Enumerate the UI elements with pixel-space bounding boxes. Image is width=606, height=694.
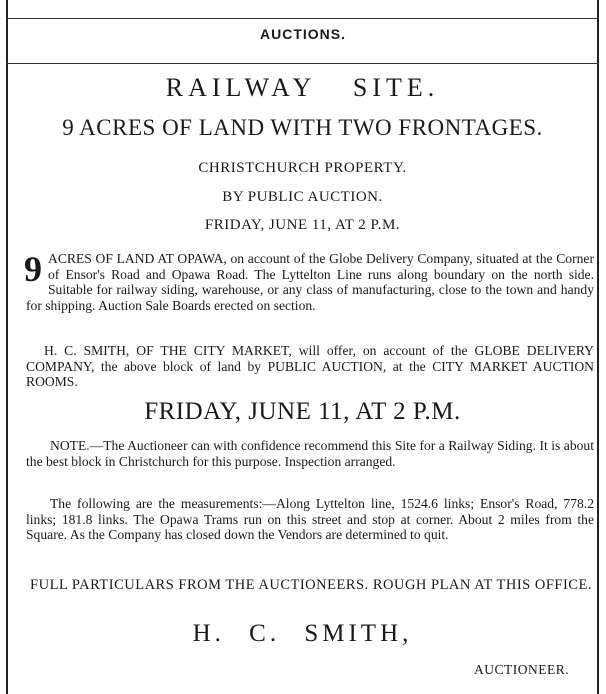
left-border-rule	[6, 0, 8, 694]
auctioneer-name: H. C. SMITH,	[192, 620, 413, 647]
top-rule	[6, 18, 599, 19]
auctioneer-label: AUCTIONEER.	[474, 662, 570, 677]
auction-date-heading: FRIDAY, JUNE 11, AT 2 P.M.	[144, 398, 461, 425]
header-rule	[6, 63, 599, 64]
full-particulars: FULL PARTICULARS FROM THE AUCTIONEERS. ROUGH PLAN AT THIS OFFICE.	[30, 577, 592, 593]
right-border-rule	[597, 0, 599, 694]
drop-cap: 9	[24, 249, 42, 289]
paragraph-note: NOTE.—The Auctioneer can with confidence recommend this Site for a Railway Siding. It is about the best block in Christchurch for this purpose. Inspection arranged.	[26, 438, 594, 469]
section-header: AUCTIONS.	[260, 26, 346, 42]
subtitle-auction: BY PUBLIC AUCTION.	[222, 189, 383, 205]
paragraph-auction-notice: H. C. SMITH, OF THE CITY MARKET, will offer, on account of the GLOBE DELIVERY COMPANY, the above block of land by PUBLIC AUCTION, at the CITY MARKET AUCTION ROOMS.	[26, 343, 594, 390]
paragraph-description	[26, 251, 594, 313]
paragraph-description-text: ACRES OF LAND AT OPAWA, on account of the Globe Delivery Company, situated at the Corner of Ensor's Road and Opawa Road. The Lyttelton Line runs along boundary on the north side. Suitable for railway siding, warehouse, or any class of manufacturing, close to the town and handy for shipping. Auction Sale Boards erected on section.	[26, 251, 594, 313]
title-acres: 9 ACRES OF LAND WITH TWO FRONTAGES.	[62, 115, 543, 140]
subtitle-property: CHRISTCHURCH PROPERTY.	[198, 160, 407, 176]
title-railway-site: RAILWAY SITE.	[165, 73, 440, 102]
paragraph-measurements: The following are the measurements:—Along Lyttelton line, 1524.6 links; Ensor's Road, 778.2 links; 181.8 links. The Opawa Trams run on this street and stop at corner. About 2 miles from the Square. As the Company has closed down the Vendors are determined to quit.	[26, 496, 594, 543]
subtitle-date: FRIDAY, JUNE 11, AT 2 P.M.	[204, 217, 401, 233]
